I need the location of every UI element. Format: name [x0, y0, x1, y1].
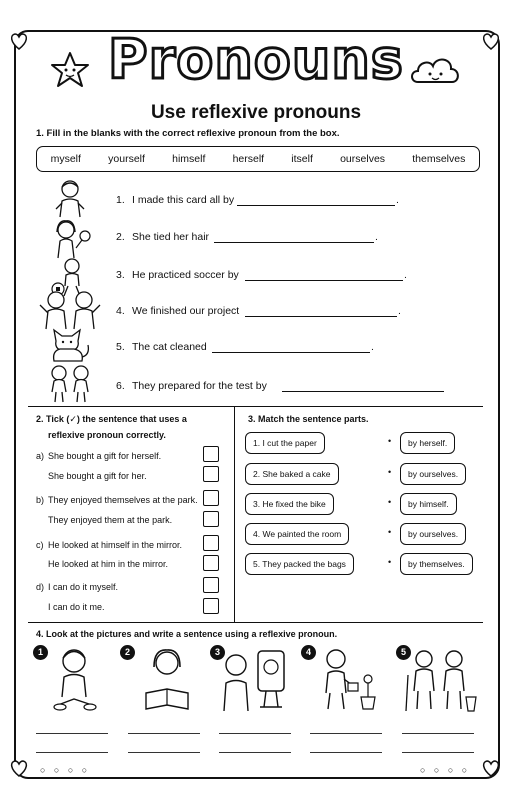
- answer-blank[interactable]: [245, 316, 397, 317]
- word-box-item: myself: [50, 153, 81, 165]
- writing-line[interactable]: [219, 752, 291, 753]
- answer-blank[interactable]: [282, 391, 444, 392]
- word-box-item: ourselves: [340, 153, 386, 165]
- section1-instruction: 1. Fill in the blanks with the correct reflexive pronoun from the box.: [36, 128, 340, 139]
- question-number: 5.: [116, 341, 125, 353]
- column-divider: [234, 406, 235, 622]
- picture-number: 4: [301, 645, 316, 660]
- picture-number: 2: [120, 645, 135, 660]
- question-number: 4.: [116, 305, 125, 317]
- tick-sentence: He looked at himself in the mirror.: [48, 540, 183, 550]
- tick-checkbox[interactable]: [203, 577, 219, 593]
- question-number: 1.: [116, 194, 125, 206]
- tick-checkbox[interactable]: [203, 511, 219, 527]
- word-box-item: yourself: [108, 153, 145, 165]
- word-box-item: themselves: [412, 153, 466, 165]
- girl-illustration: [46, 218, 94, 260]
- match-right[interactable]: by ourselves.: [400, 523, 466, 545]
- question-number: 2.: [116, 231, 125, 243]
- answer-blank[interactable]: [237, 205, 395, 206]
- picture-number: 1: [33, 645, 48, 660]
- period: .: [404, 269, 407, 281]
- match-left[interactable]: 1. I cut the paper: [245, 432, 325, 454]
- girl-reading-illustration: [138, 645, 196, 715]
- match-right[interactable]: by ourselves.: [400, 463, 466, 485]
- writing-line[interactable]: [310, 752, 382, 753]
- match-right[interactable]: by herself.: [400, 432, 455, 454]
- two-kids-illustration: [38, 289, 102, 331]
- match-left[interactable]: 4. We painted the room: [245, 523, 349, 545]
- match-left[interactable]: 5. They packed the bags: [245, 553, 354, 575]
- tick-checkbox[interactable]: [203, 555, 219, 571]
- tick-sentence: She bought a gift for herself.: [48, 451, 162, 461]
- section-divider: [28, 622, 483, 623]
- tick-sentence: He looked at him in the mirror.: [48, 559, 169, 569]
- writing-line[interactable]: [128, 752, 200, 753]
- writing-line[interactable]: [402, 733, 474, 734]
- answer-blank[interactable]: [212, 352, 370, 353]
- item-label: c): [36, 540, 44, 550]
- word-box-item: himself: [172, 153, 206, 165]
- match-right[interactable]: by himself.: [400, 493, 457, 515]
- heart-icon: [480, 757, 502, 779]
- tick-checkbox[interactable]: [203, 446, 219, 462]
- writing-line[interactable]: [36, 752, 108, 753]
- writing-line[interactable]: [310, 733, 382, 734]
- period: .: [396, 194, 399, 206]
- section2-instruction: 2. Tick (✓) the sentence that uses a: [36, 414, 187, 424]
- tick-sentence: I can do it me.: [48, 602, 105, 612]
- picture-number: 5: [396, 645, 411, 660]
- match-dot: •: [388, 497, 392, 507]
- match-dot: •: [388, 527, 392, 537]
- question-text: We finished our project: [132, 305, 240, 317]
- tick-checkbox[interactable]: [203, 466, 219, 482]
- period: .: [371, 341, 374, 353]
- page-subtitle: Use reflexive pronouns: [150, 102, 362, 123]
- writing-line[interactable]: [128, 733, 200, 734]
- match-right[interactable]: by themselves.: [400, 553, 473, 575]
- question-number: 6.: [116, 380, 125, 392]
- question-text: They prepared for the test by: [132, 380, 267, 392]
- boy-watering-illustration: [318, 645, 382, 715]
- page-title: Pronouns: [108, 28, 404, 91]
- question-text: I made this card all by: [132, 194, 235, 206]
- decorative-dots: ○ ○ ○ ○: [40, 765, 91, 775]
- kids-cleaning-illustration: [402, 645, 478, 715]
- section4-instruction: 4. Look at the pictures and write a sentence using a reflexive pronoun.: [36, 629, 338, 639]
- tick-sentence: I can do it myself.: [48, 582, 119, 592]
- item-label: b): [36, 495, 45, 505]
- section3-instruction: 3. Match the sentence parts.: [248, 414, 369, 424]
- boy-sitting-illustration: [46, 645, 104, 715]
- item-label: d): [36, 582, 45, 592]
- answer-blank[interactable]: [245, 280, 403, 281]
- word-box-item: itself: [291, 153, 313, 165]
- match-dot: •: [388, 557, 392, 567]
- word-box: [36, 146, 480, 172]
- kids-walking-illustration: [44, 364, 96, 404]
- section-divider: [28, 406, 483, 407]
- match-left[interactable]: 3. He fixed the bike: [245, 493, 334, 515]
- answer-blank[interactable]: [214, 242, 374, 243]
- tick-sentence: She bought a gift for her.: [48, 471, 147, 481]
- period: .: [375, 231, 378, 243]
- tick-checkbox[interactable]: [203, 598, 219, 614]
- writing-line[interactable]: [219, 733, 291, 734]
- writing-line[interactable]: [36, 733, 108, 734]
- tick-checkbox[interactable]: [203, 535, 219, 551]
- period: .: [398, 305, 401, 317]
- question-text: She tied her hair: [132, 231, 210, 243]
- tick-sentence: They enjoyed them at the park.: [48, 515, 173, 525]
- decorative-dots: ○ ○ ○ ○: [420, 765, 471, 775]
- cloud-icon: [408, 52, 464, 88]
- cat-illustration: [46, 327, 92, 365]
- tick-sentence: They enjoyed themselves at the park.: [48, 495, 198, 505]
- word-box-item: herself: [232, 153, 265, 165]
- child-illustration: [48, 177, 92, 221]
- tick-checkbox[interactable]: [203, 490, 219, 506]
- question-text: He practiced soccer by: [132, 269, 239, 281]
- match-dot: •: [388, 467, 392, 477]
- section2-instruction: reflexive pronoun correctly.: [48, 430, 166, 440]
- match-left[interactable]: 2. She baked a cake: [245, 463, 339, 485]
- question-number: 3.: [116, 269, 125, 281]
- writing-line[interactable]: [402, 752, 474, 753]
- item-label: a): [36, 451, 45, 461]
- heart-icon: [8, 757, 30, 779]
- boy-mirror-illustration: [218, 645, 290, 715]
- picture-number: 3: [210, 645, 225, 660]
- match-dot: •: [388, 436, 392, 446]
- question-text: The cat cleaned: [132, 341, 207, 353]
